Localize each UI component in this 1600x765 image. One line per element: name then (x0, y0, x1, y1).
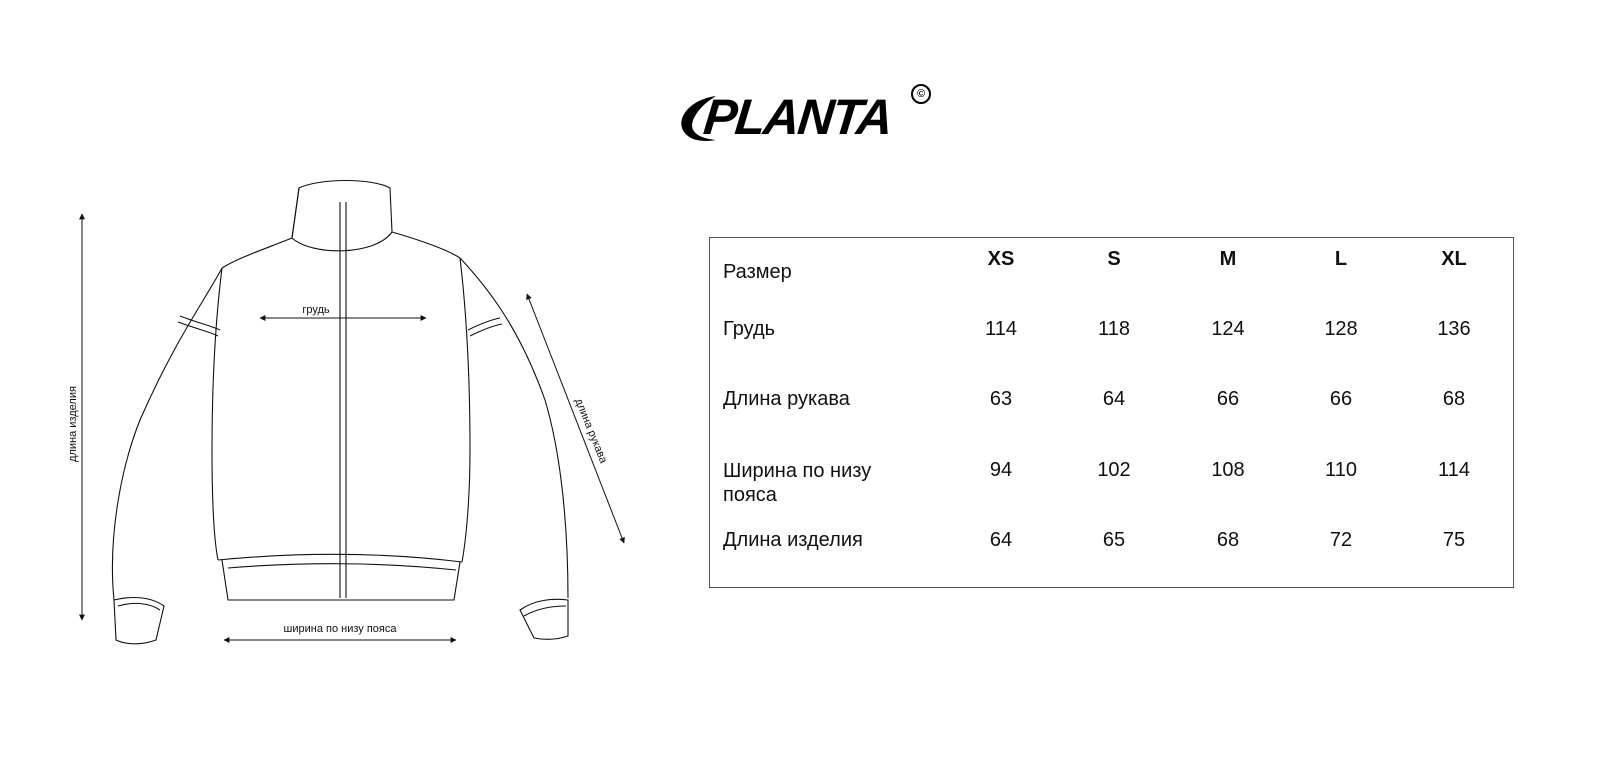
table-cell: 128 (1324, 318, 1358, 340)
sleeve-length-arrow (527, 294, 624, 543)
table-cell: 108 (1211, 459, 1245, 481)
table-cell: 114 (1438, 459, 1470, 481)
sleeve-length-label: длина рукава (572, 396, 610, 465)
brand-logo (676, 86, 934, 154)
table-cell: 68 (1442, 388, 1466, 410)
row-label-body-length: Длина изделия (723, 529, 863, 551)
size-header-xl: XL (1441, 248, 1467, 270)
table-cell: 63 (989, 388, 1013, 410)
jacket-outline (112, 181, 568, 644)
table-cell: 68 (1216, 529, 1240, 551)
table-cell: 136 (1437, 318, 1471, 340)
size-header-xs: XS (987, 248, 1015, 270)
size-header-m: M (1219, 248, 1237, 270)
row-label-hem-width: Ширина по низу пояса (723, 460, 872, 506)
table-cell: 65 (1102, 529, 1126, 551)
jacket-measurement-diagram (60, 170, 660, 650)
table-cell: 66 (1216, 388, 1240, 410)
copyright-mark: © (911, 84, 931, 104)
size-header-label: Размер (723, 261, 792, 283)
table-cell: 114 (985, 318, 1017, 340)
table-cell: 110 (1325, 459, 1357, 481)
table-cell: 72 (1329, 529, 1353, 551)
table-cell: 64 (1102, 388, 1126, 410)
table-cell: 75 (1442, 529, 1466, 551)
hem-width-label: ширина по низу пояса (283, 623, 397, 635)
size-table (709, 237, 1514, 588)
table-cell: 102 (1097, 459, 1131, 481)
table-cell: 118 (1098, 318, 1130, 340)
table-cell: 64 (989, 529, 1013, 551)
row-label-sleeve-length: Длина рукава (723, 388, 850, 410)
body-length-label: длина изделия (67, 386, 79, 462)
size-header-l: L (1334, 248, 1348, 270)
chest-label: грудь (302, 304, 330, 316)
row-label-chest: Грудь (723, 318, 776, 340)
brand-name: PLANTA (701, 89, 895, 145)
table-cell: 94 (989, 459, 1013, 481)
table-cell: 124 (1211, 318, 1245, 340)
size-header-s: S (1107, 248, 1121, 270)
table-cell: 66 (1329, 388, 1353, 410)
